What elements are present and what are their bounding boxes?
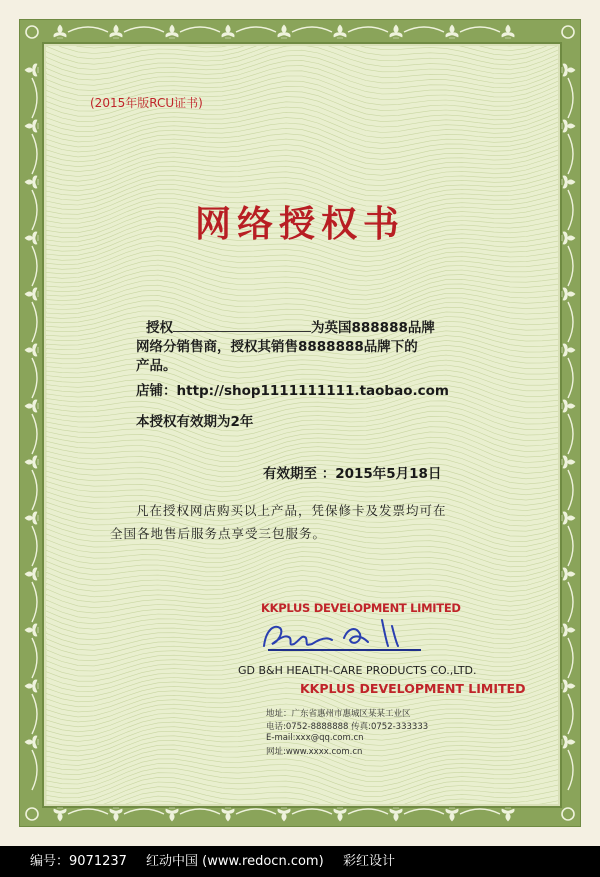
blank-field [173,319,311,332]
signature [256,616,426,656]
footer-bar [0,846,600,877]
website: 网址:www.xxxx.com.cn [266,747,363,757]
certificate-title: 网络授权书 [194,204,405,245]
footer-site: 红动中国 (www.redocn.com) [146,854,324,869]
shop-url: 店铺：http://shop1111111111.taobao.com [136,383,449,399]
company-name-english: GD B&H HEALTH-CARE PRODUCTS CO.,LTD. [238,664,477,677]
email: E-mail:xxx@qq.com.cn [266,733,364,743]
authorize-line-2: 网络分销售商，授权其销售8888888品牌下的 [136,339,418,355]
authorize-suffix: 为英国888888品牌 [311,320,435,336]
address: 地址：广东省惠州市惠城区某某工业区 [266,709,411,719]
company-name-top: KKPLUS DEVELOPMENT LIMITED [261,601,461,615]
company-name-bottom: KKPLUS DEVELOPMENT LIMITED [300,681,526,696]
footer-number: 编号：9071237 [30,854,127,869]
phone-fax: 电话:0752-8888888 传真:0752-333333 [266,722,429,732]
expiry-date: 有效期至 ：2015年5月18日 [263,466,442,482]
authorize-line-3: 产品。 [136,358,177,374]
footer-designer: 彩红设计 [343,854,396,869]
service-line-2: 全国各地售后服务点享受三包服务。 [110,526,327,541]
authorize-line-1 [146,316,435,336]
edition-label: (2015年版RCU证书) [90,96,203,110]
service-line-1: 凡在授权网店购买以上产品，凭保修卡及发票均可在 [136,503,447,518]
validity-note: 本授权有效期为2年 [136,414,254,430]
authorize-prefix: 授权 [146,320,173,336]
